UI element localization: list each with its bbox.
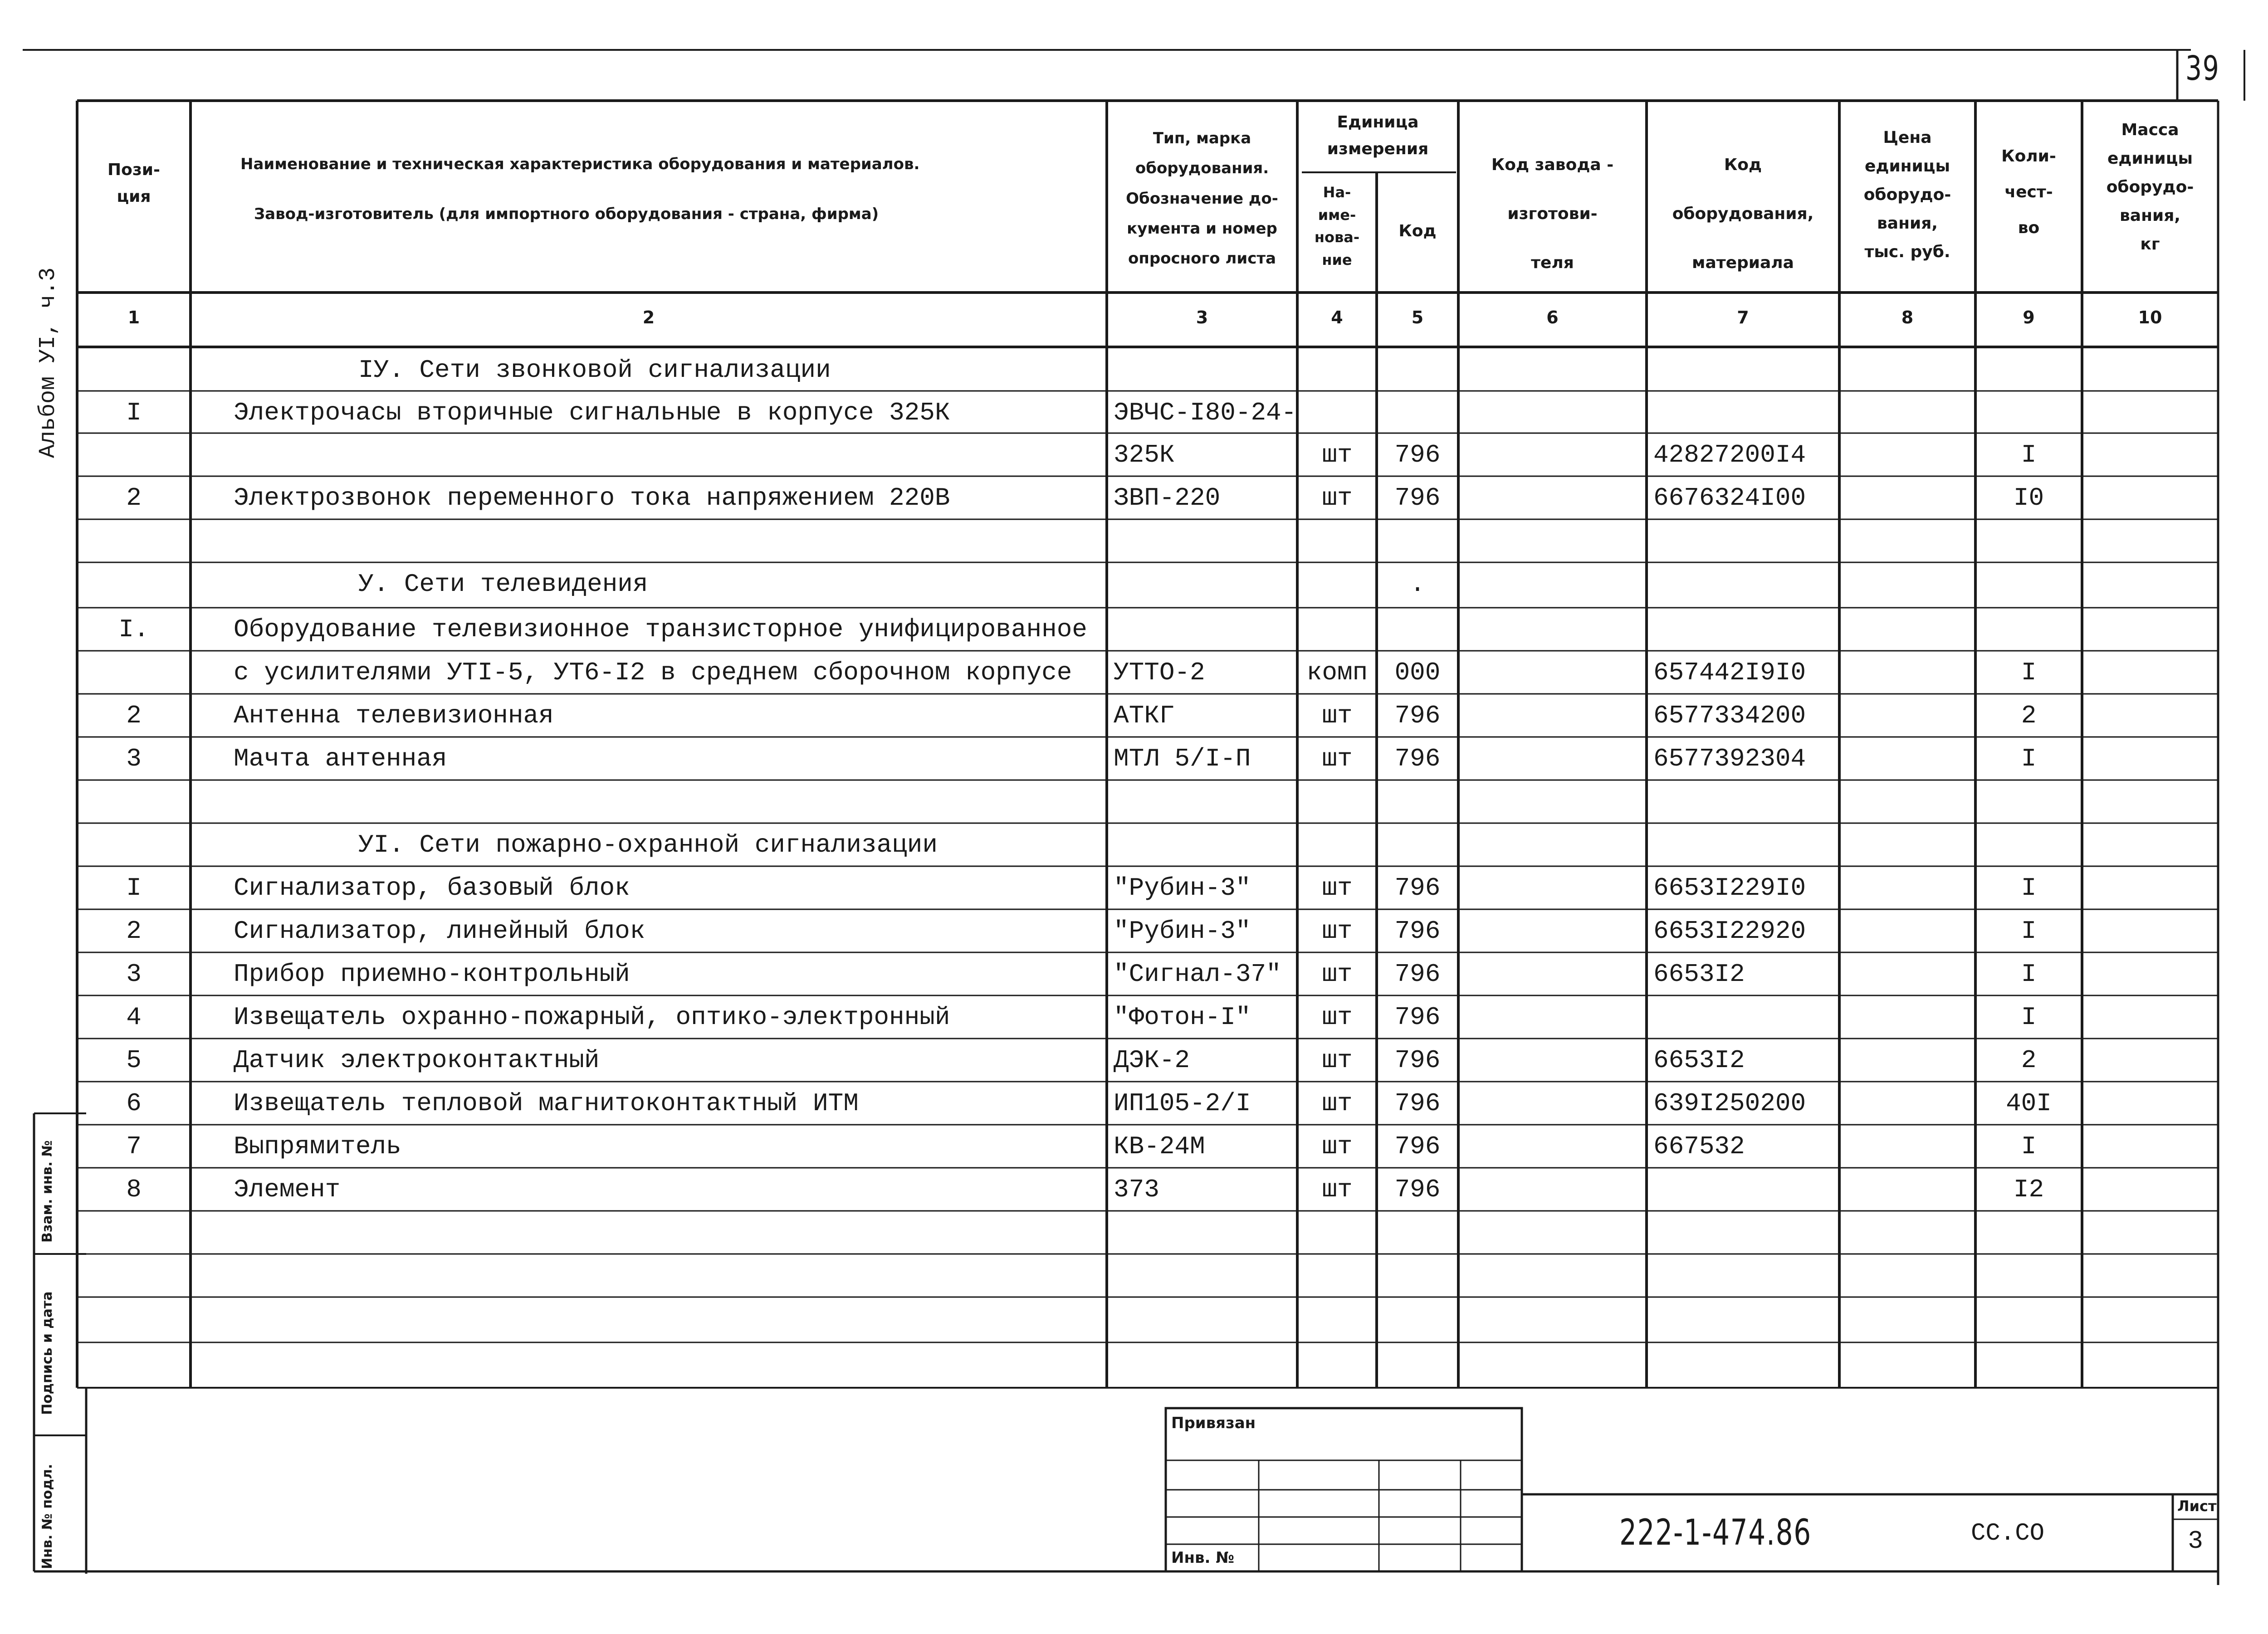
- column-number-2: 2: [642, 307, 655, 327]
- row-16-qty: I: [2021, 1003, 2037, 1032]
- row-7-pos: I.: [118, 615, 149, 644]
- row-15-code: 796: [1394, 960, 1441, 989]
- row-18-name: Извещатель тепловой магнитоконтактный ИТМ: [234, 1089, 859, 1118]
- sheet-number: 3: [2188, 1527, 2203, 1556]
- row-14-type: "Рубин-3": [1114, 917, 1251, 946]
- album-label: Альбом УI, ч.3: [35, 267, 61, 458]
- row-13-unit: шт: [1322, 873, 1353, 902]
- row-17-pos: 5: [126, 1046, 142, 1075]
- row-18-unit: шт: [1322, 1089, 1353, 1118]
- header-quantity: Коли- чест- во: [2001, 147, 2056, 238]
- row-17-type: ДЭК-2: [1114, 1046, 1190, 1075]
- row-2-pos: I: [126, 398, 142, 427]
- row-16-pos: 4: [126, 1003, 142, 1032]
- row-15-name: Прибор приемно-контрольный: [234, 960, 630, 989]
- row-16-type: "Фотон-I": [1114, 1003, 1251, 1032]
- row-16-code: 796: [1394, 1003, 1441, 1032]
- row-6-name: У. Сети телевидения: [358, 570, 648, 599]
- row-19-unit: шт: [1322, 1132, 1353, 1161]
- row-4-equip-code: 6676324I00: [1653, 483, 1806, 512]
- row-9-type: АТКГ: [1114, 701, 1175, 730]
- row-19-qty: I: [2021, 1132, 2037, 1161]
- row-20-code: 796: [1394, 1175, 1441, 1204]
- row-7-name: Оборудование телевизионное транзисторное унифицированное: [234, 615, 1087, 644]
- row-17-equip-code: 6653I2: [1653, 1046, 1745, 1075]
- row-18-type: ИП105-2/I: [1114, 1089, 1251, 1118]
- row-13-type: "Рубин-3": [1114, 873, 1251, 902]
- row-8-code: 000: [1394, 658, 1441, 687]
- row-2-type: ЭВЧС-I80-24-: [1114, 398, 1297, 427]
- row-2-name: Электрочасы вторичные сигнальные в корпусе 325К: [234, 398, 950, 427]
- row-19-type: КВ-24М: [1114, 1132, 1205, 1161]
- row-4-name: Электрозвонок переменного тока напряжением 220В: [234, 483, 950, 512]
- row-9-qty: 2: [2021, 701, 2037, 730]
- row-14-equip-code: 6653I22920: [1653, 917, 1806, 946]
- row-16-unit: шт: [1322, 1003, 1353, 1032]
- row-15-qty: I: [2021, 960, 2037, 989]
- document-code: СС.СО: [1971, 1520, 2045, 1547]
- row-20-name: Элемент: [234, 1175, 341, 1204]
- header-unit-name: На- име- нова- ние: [1314, 184, 1360, 268]
- header-factory-code: Код завода - изготови- теля: [1491, 156, 1614, 272]
- header-unit-code: Код: [1398, 222, 1437, 240]
- row-19-equip-code: 667532: [1653, 1132, 1745, 1161]
- row-9-pos: 2: [126, 701, 142, 730]
- row-13-pos: I: [126, 873, 142, 902]
- row-4-type: ЗВП-220: [1114, 483, 1221, 512]
- row-20-pos: 8: [126, 1175, 142, 1204]
- row-6-code: .: [1410, 570, 1425, 599]
- column-number-7: 7: [1737, 307, 1749, 327]
- header-equipment-code: Код оборудования, материала: [1672, 156, 1814, 272]
- header-position: Пози- ция: [108, 161, 160, 206]
- row-9-unit: шт: [1322, 701, 1353, 730]
- row-3-equip-code: 42827200I4: [1653, 440, 1806, 469]
- header-unit-group: Единица измерения: [1327, 113, 1429, 159]
- row-17-code: 796: [1394, 1046, 1441, 1075]
- header-name-line2: Завод-изготовитель (для импортного оборудования - страна, фирма): [254, 205, 879, 223]
- column-number-1: 1: [127, 307, 140, 327]
- row-13-name: Сигнализатор, базовый блок: [234, 873, 630, 902]
- row-10-code: 796: [1394, 744, 1441, 773]
- row-20-unit: шт: [1322, 1175, 1353, 1204]
- column-number-8: 8: [1901, 307, 1914, 327]
- row-4-pos: 2: [126, 483, 142, 512]
- column-number-10: 10: [2138, 307, 2162, 327]
- header-type: Тип, марка оборудования. Обозначение до- кумента и номер опросного листа: [1126, 129, 1278, 268]
- row-13-qty: I: [2021, 873, 2037, 902]
- row-8-name: с усилителями УТI-5, УТ6-I2 в среднем сборочном корпусе: [234, 658, 1072, 687]
- row-9-code: 796: [1394, 701, 1441, 730]
- row-20-qty: I2: [2013, 1175, 2044, 1204]
- row-17-unit: шт: [1322, 1046, 1353, 1075]
- column-number-6: 6: [1546, 307, 1559, 327]
- row-18-code: 796: [1394, 1089, 1441, 1118]
- row-10-qty: I: [2021, 744, 2037, 773]
- stamp-privyazan: Привязан: [1171, 1414, 1256, 1432]
- row-18-pos: 6: [126, 1089, 142, 1118]
- document-number: 222-1-474.86: [1619, 1512, 1812, 1553]
- row-15-unit: шт: [1322, 960, 1353, 989]
- row-17-qty: 2: [2021, 1046, 2037, 1075]
- row-8-equip-code: 657442I9I0: [1653, 658, 1806, 687]
- row-18-equip-code: 639I250200: [1653, 1089, 1806, 1118]
- header-price: Цена единицы оборудо- вания, тыс. руб.: [1863, 128, 1951, 261]
- row-4-unit: шт: [1322, 483, 1353, 512]
- row-17-name: Датчик электроконтактный: [234, 1046, 600, 1075]
- row-8-unit: комп: [1306, 658, 1368, 687]
- row-10-name: Мачта антенная: [234, 744, 447, 773]
- row-15-type: "Сигнал-37": [1114, 960, 1281, 989]
- row-10-unit: шт: [1322, 744, 1353, 773]
- row-13-code: 796: [1394, 873, 1441, 902]
- header-name-line1: Наименование и техническая характеристика оборудования и материалов.: [240, 155, 920, 173]
- side-label-vzam-inv: Взам. инв. №: [39, 1140, 55, 1243]
- column-number-3: 3: [1196, 307, 1208, 327]
- row-20-type: 373: [1114, 1175, 1159, 1204]
- row-14-pos: 2: [126, 917, 142, 946]
- row-8-type: УТТО-2: [1114, 658, 1205, 687]
- row-1-name: IУ. Сети звонковой сигнализации: [358, 356, 831, 385]
- side-label-inv-podl: Инв. № подл.: [39, 1463, 55, 1569]
- stamp-inv-no: Инв. №: [1171, 1549, 1235, 1567]
- row-18-qty: 40I: [2006, 1089, 2052, 1118]
- row-12-name: УI. Сети пожарно-охранной сигнализации: [358, 830, 938, 859]
- row-14-code: 796: [1394, 917, 1441, 946]
- row-19-name: Выпрямитель: [234, 1132, 401, 1161]
- row-9-name: Антенна телевизионная: [234, 701, 554, 730]
- row-9-equip-code: 6577334200: [1653, 701, 1806, 730]
- row-15-equip-code: 6653I2: [1653, 960, 1745, 989]
- row-19-pos: 7: [126, 1132, 142, 1161]
- row-10-pos: 3: [126, 744, 142, 773]
- row-10-equip-code: 6577392304: [1653, 744, 1806, 773]
- row-8-qty: I: [2021, 658, 2037, 687]
- column-number-9: 9: [2023, 307, 2035, 327]
- column-number-5: 5: [1411, 307, 1424, 327]
- row-3-unit: шт: [1322, 440, 1353, 469]
- row-15-pos: 3: [126, 960, 142, 989]
- page-number: 39: [2185, 49, 2220, 88]
- row-19-code: 796: [1394, 1132, 1441, 1161]
- row-16-name: Извещатель охранно-пожарный, оптико-электронный: [234, 1003, 950, 1032]
- row-10-type: МТЛ 5/I-П: [1114, 744, 1251, 773]
- row-14-name: Сигнализатор, линейный блок: [234, 917, 645, 946]
- row-3-qty: I: [2021, 440, 2037, 469]
- column-number-4: 4: [1331, 307, 1343, 327]
- row-3-type: 325К: [1114, 440, 1175, 469]
- row-13-equip-code: 6653I229I0: [1653, 873, 1806, 902]
- row-4-qty: I0: [2013, 483, 2044, 512]
- header-mass: Масса единицы оборудо- вания, кг: [2106, 121, 2194, 254]
- row-14-unit: шт: [1322, 917, 1353, 946]
- row-3-code: 796: [1394, 440, 1441, 469]
- side-label-podp-data: Подпись и дата: [39, 1291, 55, 1415]
- row-4-code: 796: [1394, 483, 1441, 512]
- row-14-qty: I: [2021, 917, 2037, 946]
- sheet-label: Лист: [2177, 1497, 2217, 1515]
